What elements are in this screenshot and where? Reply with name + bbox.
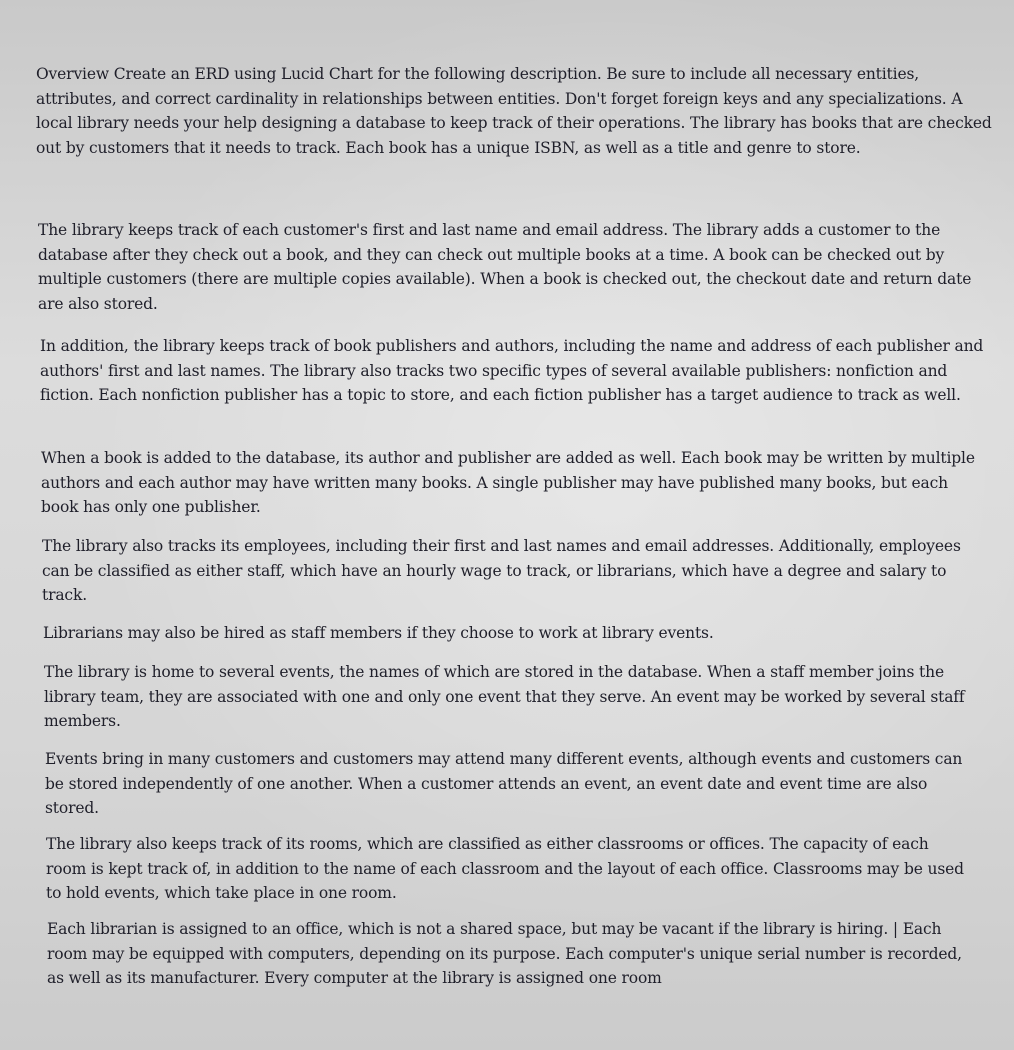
paragraph-events: The library is home to several events, the names of which are stored in the database. When a staff member joins the library team, they are associated with one and only one event that they serve. An event may be worked by several staff members. xyxy=(44,663,965,730)
paragraph-book-relationships: When a book is added to the database, its author and publisher are added as well. Each book may be written by multiple authors and each author may have written many books. A single publisher may have published many books, but each book has only one publisher. xyxy=(41,449,975,516)
paragraph-offices-computers: Each librarian is assigned to an office, which is not a shared space, but may be vacant if the library is hiring. | Each room may be equipped with computers, depending on its purpose. Each computer's unique serial number is recorded, as well as its manufacturer. Every computer at the library is assigned one room xyxy=(47,920,962,987)
paragraph-publishers-authors: In addition, the library keeps track of book publishers and authors, including the name and address of each publisher and authors' first and last names. The library also tracks two specific types of several available publishers: nonfiction and fiction. Each nonfiction publisher has a topic to store, and each fiction publisher has a target audience to track as well. xyxy=(40,337,984,404)
paragraph-customers: The library keeps track of each customer's first and last name and email address. The library adds a customer to the database after they check out a book, and they can check out multiple books at a time. A book can be checked out by multiple customers (there are multiple copies available). When a book is checked out, the checkout date and return date are also stored. xyxy=(38,221,972,313)
paragraph-librarians-staff: Librarians may also be hired as staff members if they choose to work at library events. xyxy=(43,624,714,642)
paragraph-overview: Overview Create an ERD using Lucid Chart for the following description. Be sure to include all necessary entities, attributes, and correct cardinality in relationships between entities. Don't forget foreign keys and any specializations. A local library needs your help designing a database to keep track of their operations. The library has books that are checked out by customers that it needs to track. Each book has a unique ISBN, as well as a title and genre to store. xyxy=(36,65,992,157)
paragraph-rooms: The library also keeps track of its rooms, which are classified as either classrooms or offices. The capacity of each room is kept track of, in addition to the name of each classroom and the layout of each office. Classrooms may be used to hold events, which take place in one room. xyxy=(46,835,964,902)
paragraph-event-attendance: Events bring in many customers and customers may attend many different events, although events and customers can be stored independently of one another. When a customer attends an event, an event date and event time are also stored. xyxy=(45,750,963,817)
paragraph-employees: The library also tracks its employees, including their first and last names and email addresses. Additionally, employees can be classified as either staff, which have an hourly wage to track, or librarians, which have a degree and salary to track. xyxy=(42,537,961,604)
